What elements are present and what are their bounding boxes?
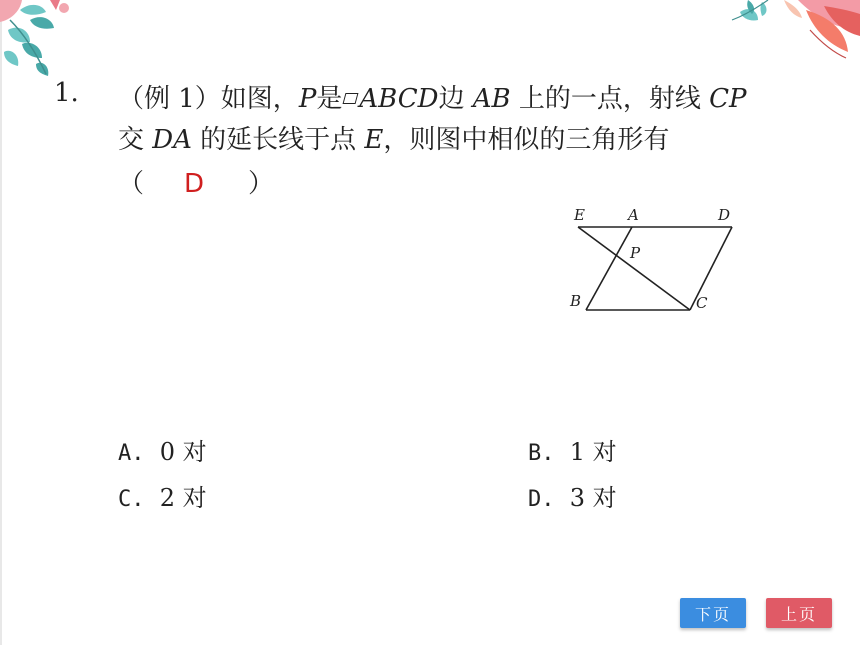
line-da-label: DA [152, 125, 192, 155]
floral-decoration-top-left-icon [0, 0, 90, 80]
option-d-letter: D. [528, 487, 555, 512]
parallelogram-symbol-icon [343, 93, 359, 104]
option-a[interactable] [118, 432, 207, 467]
label-p: P [630, 244, 641, 262]
question-text-segment: ，则图中相似的三角形有 [383, 125, 670, 155]
floral-decoration-top-right-icon [728, 0, 860, 80]
option-a-letter: A. [118, 441, 145, 466]
question-text-segment: 的延长线于点 [191, 125, 365, 155]
label-c: C [696, 294, 708, 312]
option-c-letter: C. [118, 487, 145, 512]
side-ab-label: AB [472, 84, 511, 114]
next-page-button[interactable]: 下页 [680, 598, 746, 628]
option-b[interactable] [528, 432, 617, 467]
option-b-letter: B. [528, 441, 555, 466]
question-number: 1. [54, 78, 79, 108]
question-text-segment: 上的一点，射线 [510, 84, 710, 114]
question-text-segment: （例 1）如图， [118, 84, 299, 114]
ray-cp-label: CP [709, 84, 747, 114]
segment-ab [586, 227, 632, 310]
question-text-segment: 边 [438, 84, 473, 114]
label-a: A [628, 206, 639, 224]
point-e-label: E [364, 125, 384, 155]
option-d-text: 3 对 [569, 484, 617, 512]
paren-open: （ [118, 169, 145, 199]
label-e: E [574, 206, 585, 224]
label-b: B [570, 292, 582, 310]
option-c-text: 2 对 [159, 484, 207, 512]
geometry-figure [560, 200, 750, 320]
question-text-line-2 [118, 119, 669, 156]
segment-ec [578, 227, 690, 310]
point-p-label: P [298, 84, 317, 114]
answer-text: D [184, 169, 205, 199]
question-text-segment: 是 [316, 84, 343, 114]
question-text-segment: 交 [118, 125, 153, 155]
shape-abcd-label: ABCD [359, 84, 439, 114]
option-a-text: 0 对 [159, 438, 207, 466]
question-text-line-1 [118, 78, 747, 115]
option-c[interactable] [118, 478, 207, 513]
answer-bracket [118, 163, 274, 200]
previous-page-button[interactable]: 上页 [766, 598, 832, 628]
left-border-line [0, 0, 2, 645]
option-d[interactable] [528, 478, 617, 513]
paren-close: ） [248, 169, 275, 199]
option-b-text: 1 对 [569, 438, 617, 466]
label-d: D [718, 206, 731, 224]
